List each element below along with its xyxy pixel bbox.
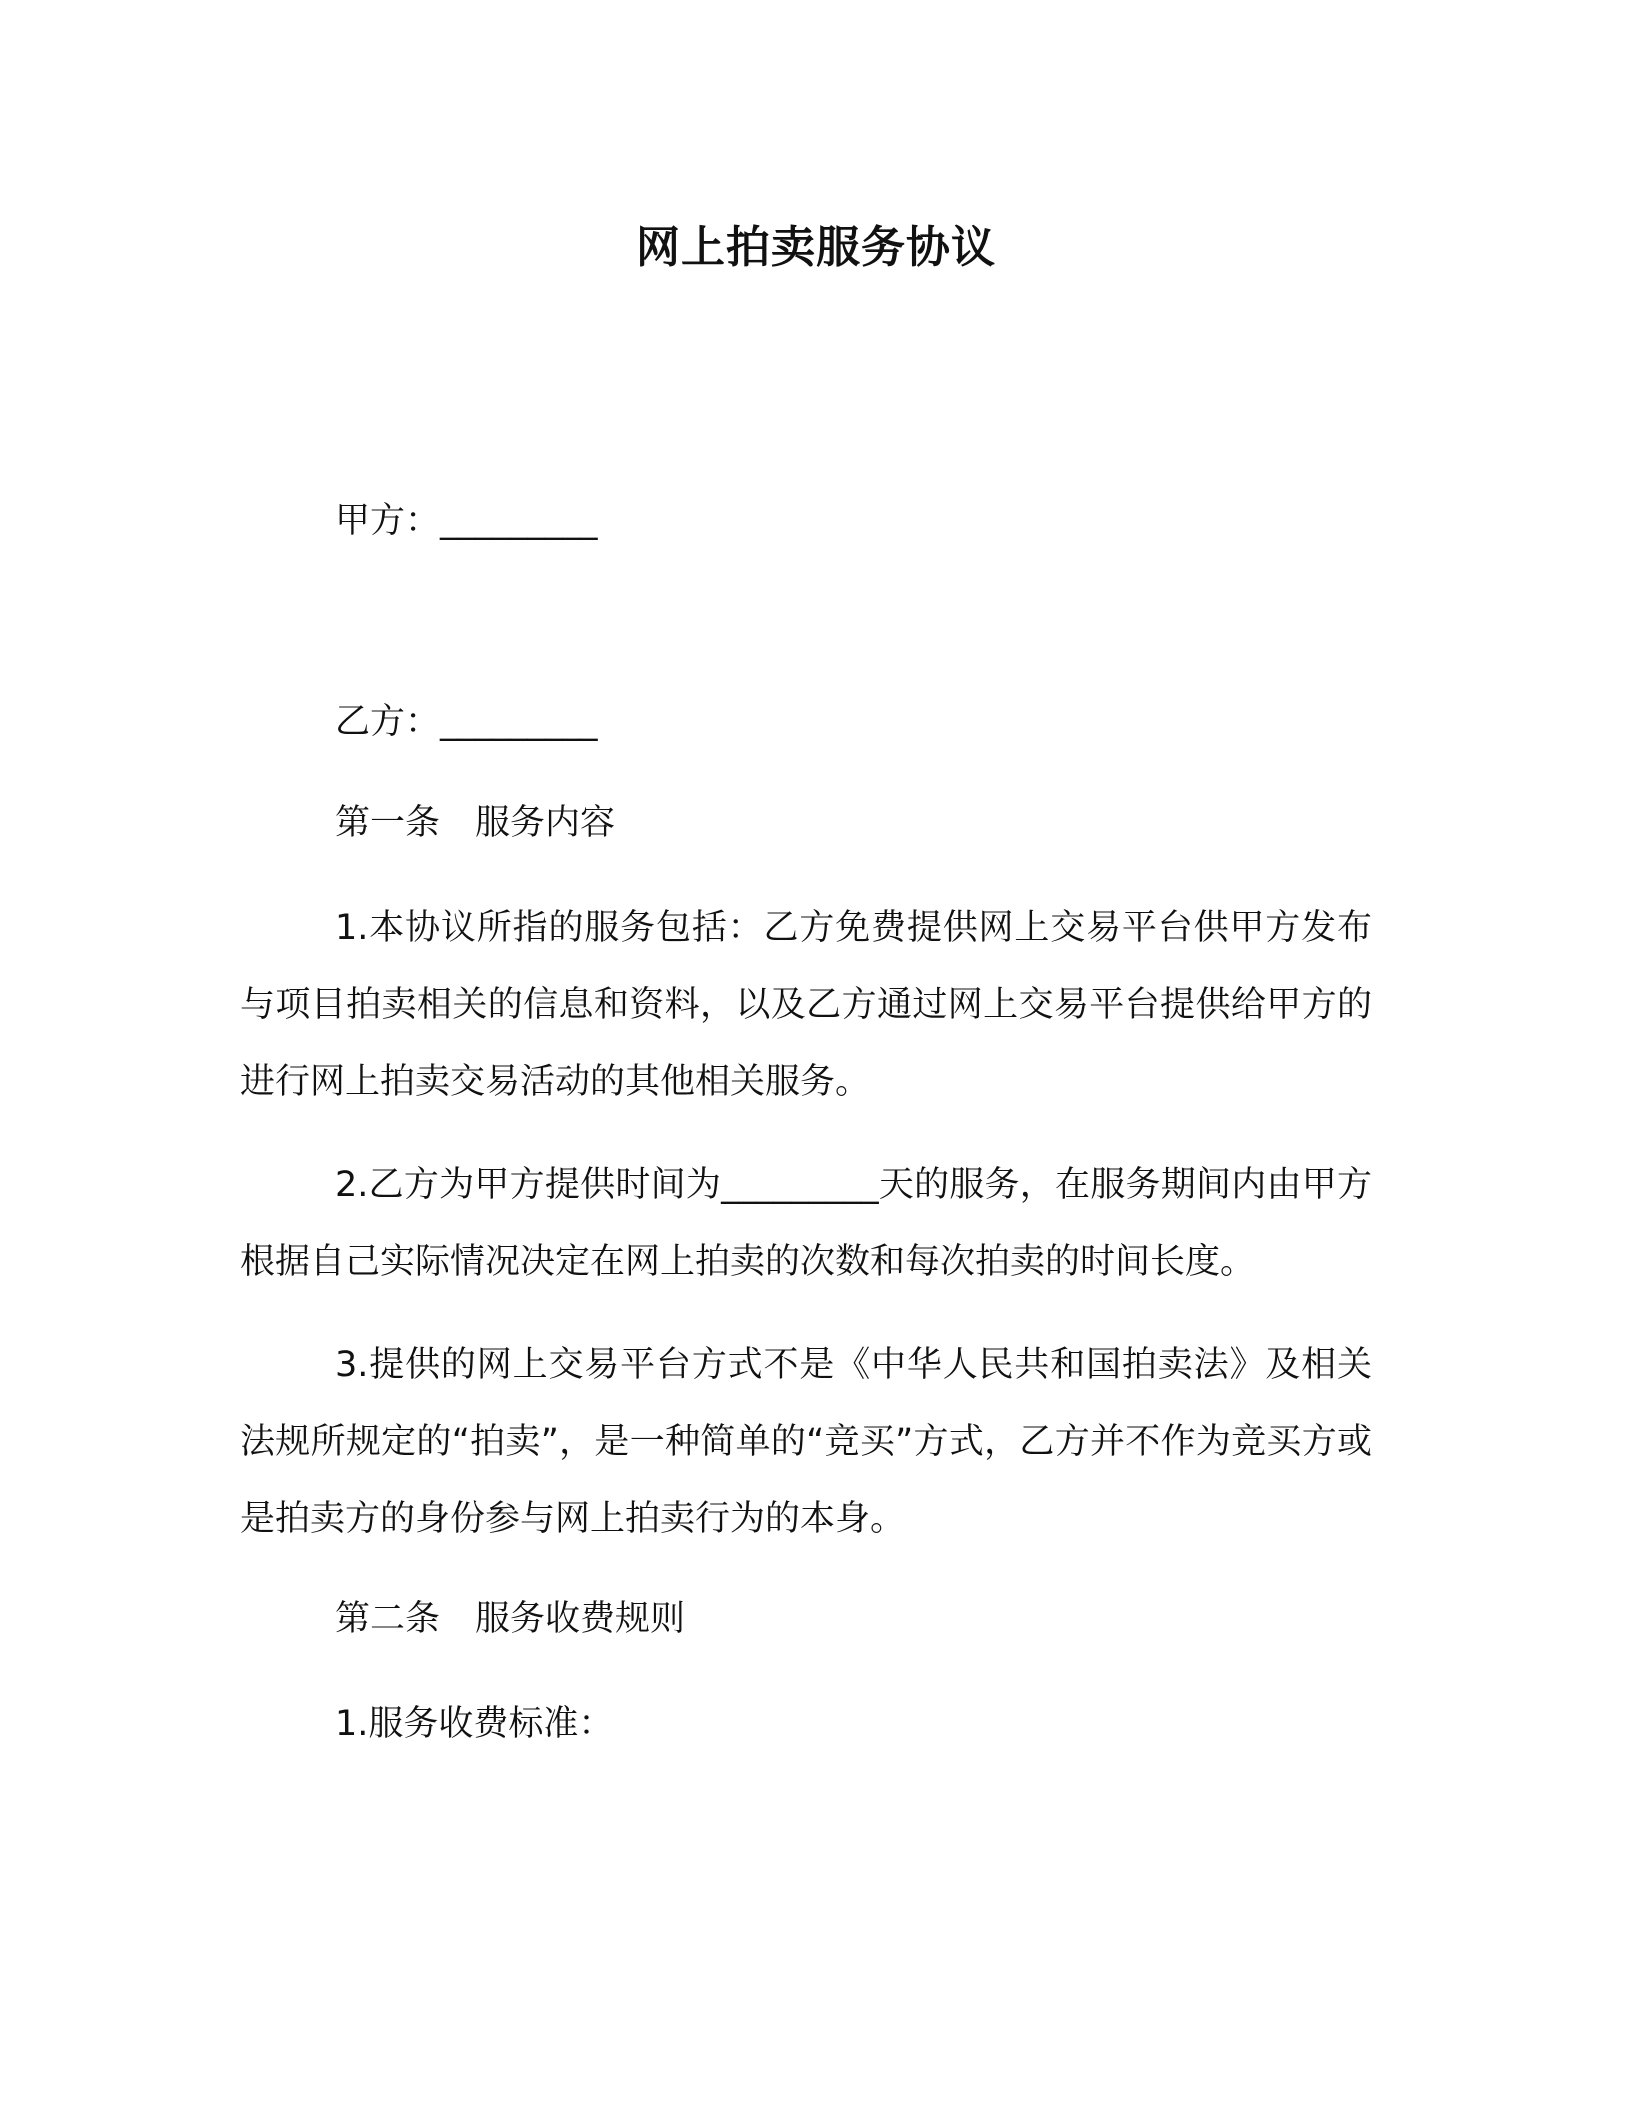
article-1-heading: 第一条 服务内容 <box>335 803 616 843</box>
clause-3-text: 3.提供的网上交易平台方式不是《中华人民共和国拍卖法》及相关法规所规定的“拍卖”，是一种简单的“竞买”方式，乙方并不作为竞买方或是拍卖方的身份参与网上拍卖行为的本身。 <box>240 1345 1372 1539</box>
clause-1-text: 1.本协议所指的服务包括：乙方免费提供网上交易平台供甲方发布与项目拍卖相关的信息和资料，以及乙方通过网上交易平台提供给甲方的进行网上拍卖交易活动的其他相关服务。 <box>240 908 1372 1102</box>
clause-2-text: 2.乙方为甲方提供时间为_________天的服务，在服务期间内由甲方根据自己实际情况决定在网上拍卖的次数和每次拍卖的时间长度。 <box>240 1165 1372 1282</box>
party-b-line: 乙方：_________ <box>335 702 598 742</box>
article-2-clause-1: 1.服务收费标准： <box>335 1704 614 1744</box>
article-2-heading: 第二条 服务收费规则 <box>335 1599 686 1639</box>
article-1-clause-2 <box>240 1147 1372 1301</box>
article-1-clause-1 <box>240 890 1372 1121</box>
document-title: 网上拍卖服务协议 <box>636 222 996 273</box>
article-1-clause-3 <box>240 1327 1372 1558</box>
party-a-line: 甲方：_________ <box>335 501 598 541</box>
